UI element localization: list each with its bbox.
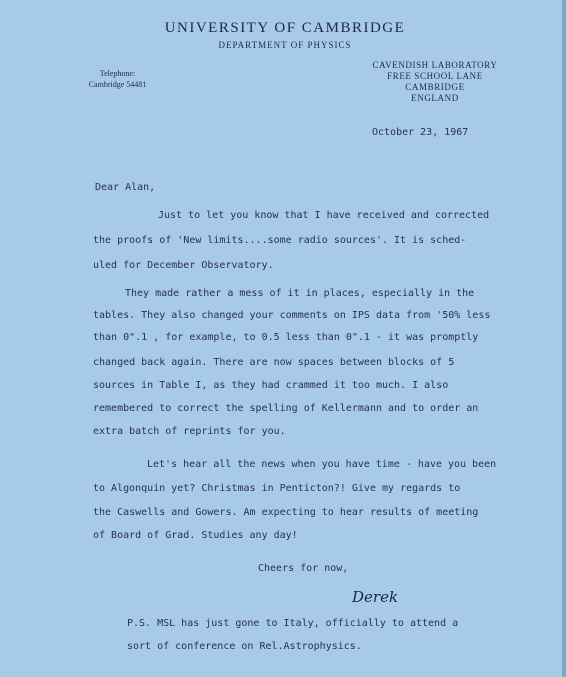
department-name: DEPARTMENT OF PHYSICS [218, 40, 352, 50]
paragraph-line: uled for December Observatory. [93, 260, 274, 271]
paragraph-line: They made rather a mess of it in places, especially in the [125, 288, 475, 299]
paragraph-line: the proofs of 'New limits....some radio sources'. It is sched- [93, 235, 467, 246]
university-name: UNIVERSITY OF CAMBRIDGE [164, 20, 406, 36]
paragraph-line: changed back again. There are now spaces between blocks of 5 [93, 357, 455, 368]
salutation: Dear Alan, [95, 182, 156, 193]
address-line: CAVENDISH LABORATORY [372, 60, 498, 70]
address-line: FREE SCHOOL LANE [387, 71, 483, 81]
telephone-number: Cambridge 54481 [88, 80, 147, 89]
paragraph-line: to Algonquin yet? Christmas in Penticton?! Give my regards to [93, 483, 461, 494]
paragraph-line: extra batch of reprints for you. [93, 426, 286, 437]
paragraph-line: tables. They also changed your comments on IPS data from '50% less [93, 310, 491, 321]
address-line: CAMBRIDGE [405, 82, 465, 92]
paragraph-line: Just to let you know that I have received and corrected [158, 210, 490, 221]
address-line: ENGLAND [411, 93, 459, 103]
closing: Cheers for now, [258, 563, 349, 574]
paragraph-line: of Board of Grad. Studies any day! [93, 530, 298, 541]
address-block [360, 60, 510, 104]
paragraph-line: remembered to correct the spelling of Kellermann and to order an [93, 403, 479, 414]
telephone-label: Telephone: [99, 69, 136, 78]
paragraph-line: the Caswells and Gowers. Am expecting to hear results of meeting [93, 507, 479, 518]
postscript-line: sort of conference on Rel.Astrophysics. [127, 641, 362, 652]
paragraph-line: Let's hear all the news when you have time - have you been [147, 459, 497, 470]
paragraph-line: than 0".1 , for example, to 0.5 less than 0".1 - it was promptly [93, 332, 479, 343]
letter-date: October 23, 1967 [372, 127, 469, 138]
signature: Derek [352, 588, 399, 606]
telephone-block [70, 68, 165, 90]
paragraph-line: sources in Table I, as they had crammed it too much. I also [93, 380, 449, 391]
postscript-line: P.S. MSL has just gone to Italy, officially to attend a [127, 618, 459, 629]
